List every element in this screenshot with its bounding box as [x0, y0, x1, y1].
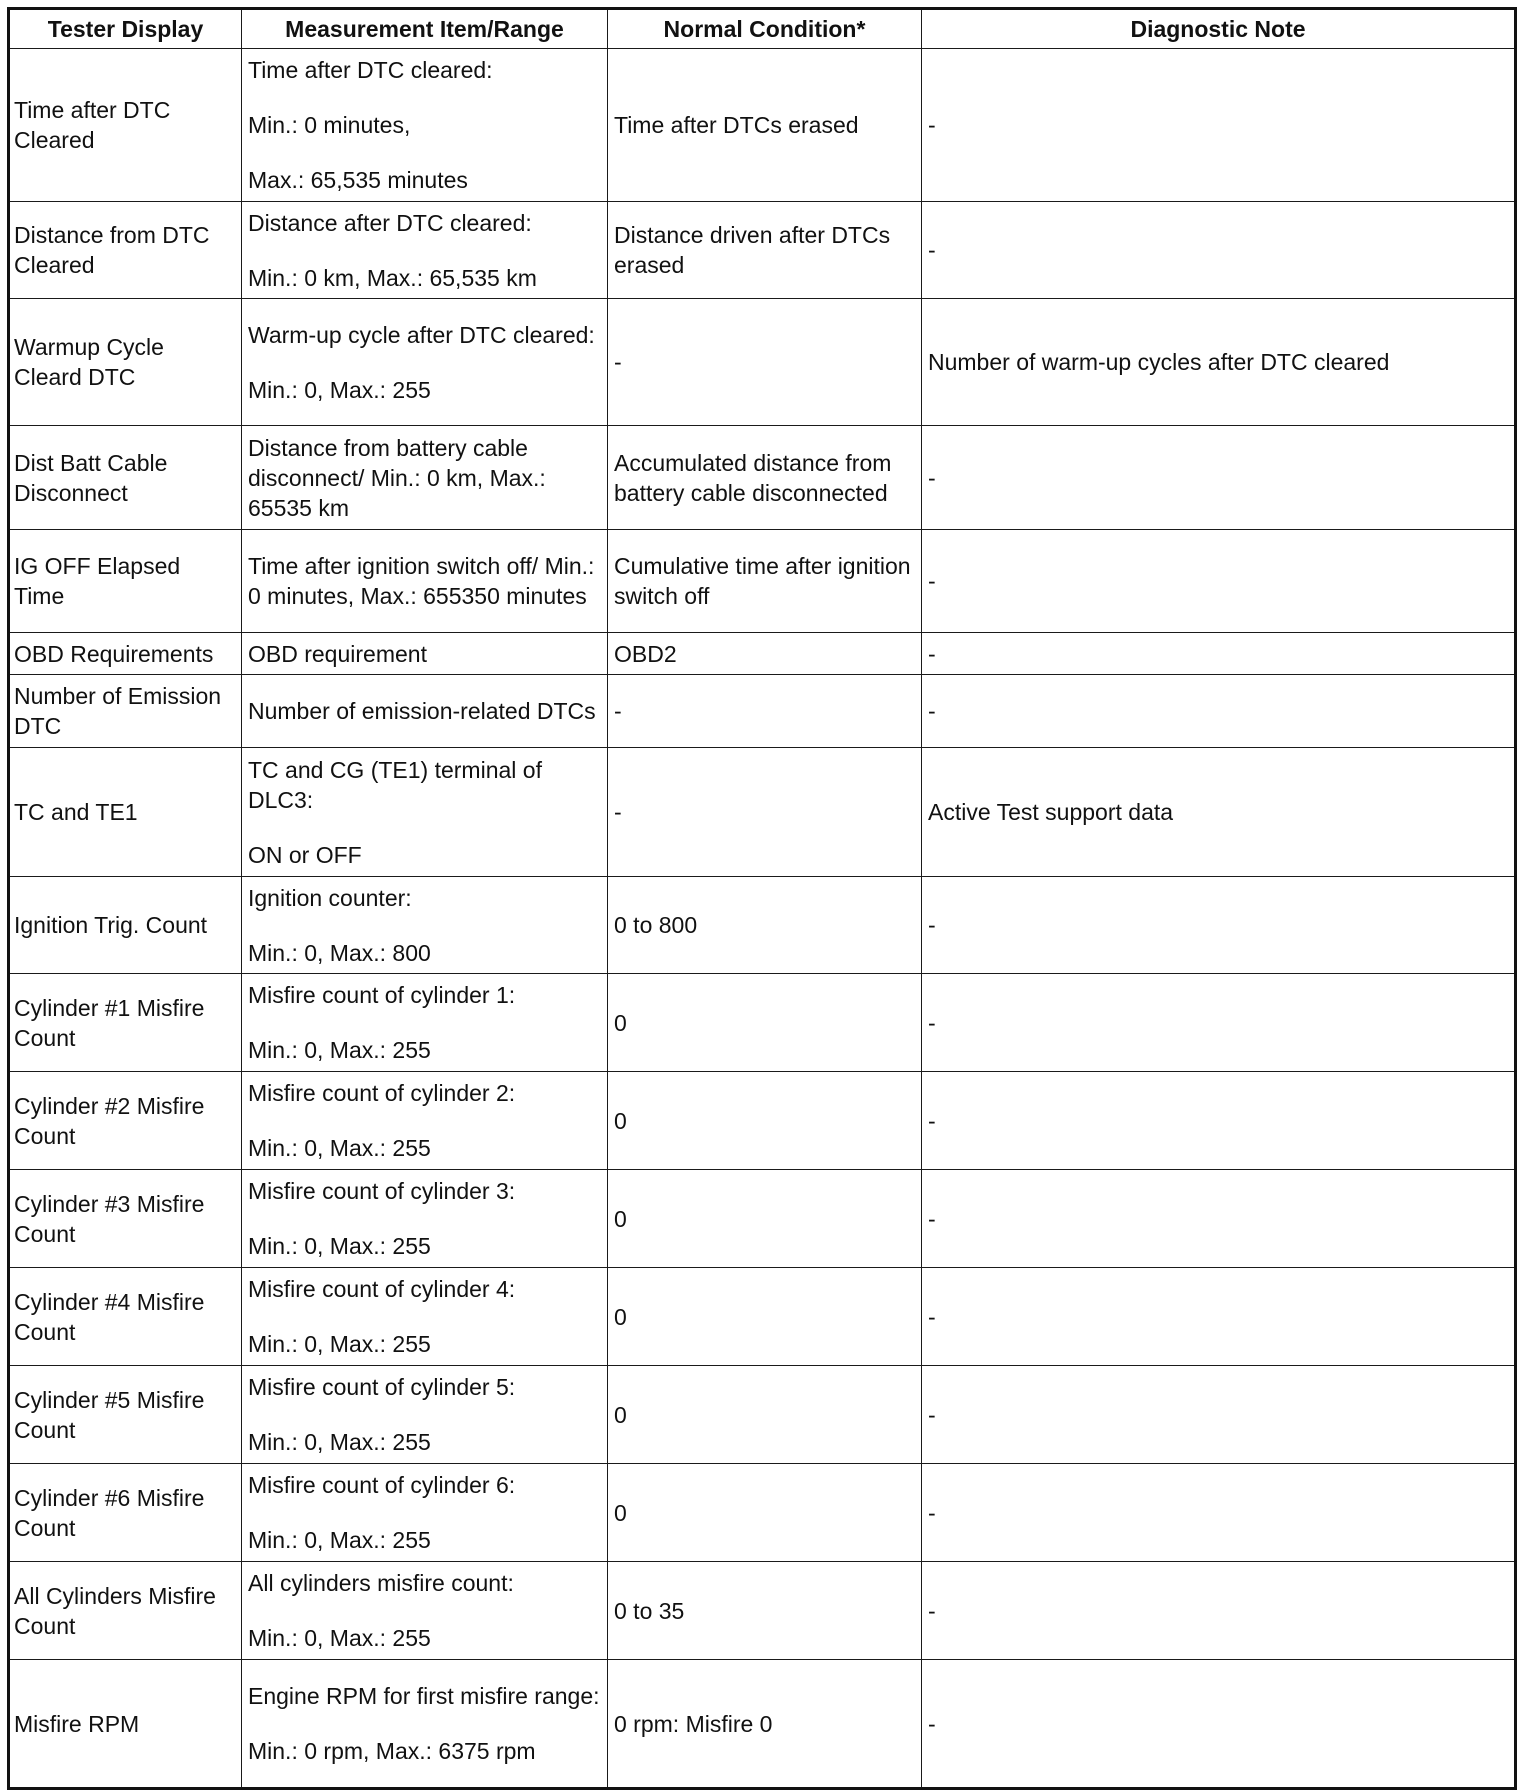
- cell-normal-condition: 0: [608, 1072, 922, 1170]
- line-gap: [248, 1500, 601, 1525]
- cell-measurement-item: [242, 1464, 608, 1562]
- cell-measurement-item: [242, 974, 608, 1072]
- measurement-line: Warm-up cycle after DTC cleared:: [248, 321, 595, 348]
- cell-measurement-item: [242, 1660, 608, 1789]
- cell-diagnostic-note: -: [922, 1268, 1516, 1366]
- cell-measurement-item: [242, 426, 608, 530]
- table-row: [9, 1562, 1516, 1660]
- measurement-line: Min.: 0, Max.: 255: [248, 1135, 431, 1161]
- cell-normal-condition: Cumulative time after ignition switch off: [608, 530, 922, 633]
- cell-normal-condition: 0: [608, 1464, 922, 1562]
- cell-measurement-item: [242, 530, 608, 633]
- measurement-line: Min.: 0, Max.: 800: [248, 939, 431, 966]
- cell-normal-condition: Distance driven after DTCs erased: [608, 202, 922, 299]
- diagnostic-data-table-wrapper: [7, 7, 1514, 1790]
- table-row: [9, 426, 1516, 530]
- measurement-line: Ignition counter:: [248, 884, 412, 911]
- measurement-line: Time after DTC cleared:: [248, 57, 493, 83]
- cell-tester-display: Ignition Trig. Count: [9, 877, 242, 974]
- measurement-line: Min.: 0, Max.: 255: [248, 1037, 431, 1063]
- measurement-line: Min.: 0 rpm, Max.: 6375 rpm: [248, 1738, 536, 1764]
- cell-measurement-item: [242, 202, 608, 299]
- line-gap: [248, 1108, 601, 1133]
- table-row: [9, 1072, 1516, 1170]
- cell-tester-display: Time after DTC Cleared: [9, 49, 242, 202]
- cell-diagnostic-note: -: [922, 1366, 1516, 1464]
- line-gap: [248, 1206, 601, 1231]
- cell-normal-condition: 0: [608, 1268, 922, 1366]
- table-row: [9, 974, 1516, 1072]
- cell-normal-condition: -: [608, 748, 922, 877]
- cell-tester-display: Number of Emission DTC: [9, 675, 242, 748]
- cell-diagnostic-note: -: [922, 1464, 1516, 1562]
- cell-tester-display: Dist Batt Cable Disconnect: [9, 426, 242, 530]
- measurement-line: Engine RPM for first misfire range:: [248, 1683, 600, 1709]
- measurement-line: Min.: 0, Max.: 255: [248, 1429, 431, 1455]
- table-row: [9, 1268, 1516, 1366]
- cell-normal-condition: 0 to 35: [608, 1562, 922, 1660]
- cell-tester-display: All Cylinders Misfire Count: [9, 1562, 242, 1660]
- table-row: [9, 1464, 1516, 1562]
- cell-diagnostic-note: -: [922, 974, 1516, 1072]
- measurement-line: Misfire count of cylinder 6:: [248, 1472, 516, 1498]
- diagnostic-data-table: [7, 7, 1517, 1790]
- table-row: [9, 1170, 1516, 1268]
- cell-measurement-item: [242, 877, 608, 974]
- cell-tester-display: Cylinder #6 Misfire Count: [9, 1464, 242, 1562]
- cell-diagnostic-note: -: [922, 675, 1516, 748]
- cell-measurement-item: [242, 1072, 608, 1170]
- cell-diagnostic-note: -: [922, 530, 1516, 633]
- line-gap: [248, 85, 601, 110]
- cell-tester-display: Cylinder #3 Misfire Count: [9, 1170, 242, 1268]
- measurement-line: TC and CG (TE1) terminal of DLC3:: [248, 756, 542, 813]
- table-body: [9, 49, 1516, 1789]
- measurement-line: Number of emission-related DTCs: [248, 698, 596, 724]
- cell-tester-display: Cylinder #2 Misfire Count: [9, 1072, 242, 1170]
- measurement-line: Min.: 0, Max.: 255: [248, 376, 431, 403]
- cell-normal-condition: 0: [608, 1366, 922, 1464]
- measurement-line: Min.: 0, Max.: 255: [248, 1331, 431, 1357]
- cell-normal-condition: Time after DTCs erased: [608, 49, 922, 202]
- measurement-line: Distance from battery cable disconnect/ Min.: 0 km, Max.: 65535 km: [248, 434, 546, 521]
- table-row: [9, 877, 1516, 974]
- table-header-row: [9, 9, 1516, 49]
- cell-tester-display: TC and TE1: [9, 748, 242, 877]
- measurement-line: Misfire count of cylinder 5:: [248, 1374, 516, 1400]
- cell-tester-display: Warmup Cycle Cleard DTC: [9, 299, 242, 426]
- header-diagnostic-note: Diagnostic Note: [922, 9, 1516, 49]
- table-row: [9, 675, 1516, 748]
- cell-tester-display: OBD Requirements: [9, 633, 242, 675]
- line-gap: [248, 1402, 601, 1427]
- header-normal-condition: Normal Condition*: [608, 9, 922, 49]
- line-gap: [248, 913, 601, 938]
- cell-diagnostic-note: -: [922, 1660, 1516, 1789]
- cell-tester-display: IG OFF Elapsed Time: [9, 530, 242, 633]
- cell-diagnostic-note: -: [922, 877, 1516, 974]
- line-gap: [248, 1304, 601, 1329]
- cell-diagnostic-note: -: [922, 633, 1516, 675]
- measurement-line: Min.: 0 km, Max.: 65,535 km: [248, 264, 537, 291]
- measurement-line: Distance after DTC cleared:: [248, 209, 532, 236]
- cell-tester-display: Distance from DTC Cleared: [9, 202, 242, 299]
- cell-measurement-item: [242, 633, 608, 675]
- cell-normal-condition: -: [608, 299, 922, 426]
- cell-normal-condition: 0 to 800: [608, 877, 922, 974]
- cell-diagnostic-note: -: [922, 1170, 1516, 1268]
- cell-diagnostic-note: Active Test support data: [922, 748, 1516, 877]
- cell-diagnostic-note: -: [922, 1562, 1516, 1660]
- line-gap: [248, 815, 601, 840]
- cell-diagnostic-note: -: [922, 49, 1516, 202]
- header-tester-display: Tester Display: [9, 9, 242, 49]
- cell-measurement-item: [242, 1366, 608, 1464]
- measurement-line: Min.: 0, Max.: 255: [248, 1625, 431, 1651]
- measurement-line: Misfire count of cylinder 3:: [248, 1178, 516, 1204]
- table-row: [9, 299, 1516, 426]
- cell-measurement-item: [242, 49, 608, 202]
- cell-tester-display: Cylinder #4 Misfire Count: [9, 1268, 242, 1366]
- cell-normal-condition: OBD2: [608, 633, 922, 675]
- line-gap: [248, 238, 601, 263]
- cell-normal-condition: 0: [608, 974, 922, 1072]
- measurement-line: OBD requirement: [248, 640, 427, 667]
- header-measurement-item: Measurement Item/Range: [242, 9, 608, 49]
- cell-tester-display: Cylinder #5 Misfire Count: [9, 1366, 242, 1464]
- cell-normal-condition: 0: [608, 1170, 922, 1268]
- cell-diagnostic-note: -: [922, 1072, 1516, 1170]
- cell-tester-display: Misfire RPM: [9, 1660, 242, 1789]
- measurement-line: All cylinders misfire count:: [248, 1570, 514, 1596]
- table-row: [9, 530, 1516, 633]
- cell-measurement-item: [242, 1268, 608, 1366]
- line-gap: [248, 350, 601, 375]
- cell-normal-condition: 0 rpm: Misfire 0: [608, 1660, 922, 1789]
- measurement-line: Max.: 65,535 minutes: [248, 167, 468, 193]
- line-gap: [248, 1598, 601, 1623]
- cell-diagnostic-note: Number of warm-up cycles after DTC cleared: [922, 299, 1516, 426]
- table-row: [9, 633, 1516, 675]
- cell-measurement-item: [242, 675, 608, 748]
- line-gap: [248, 1711, 601, 1736]
- measurement-line: Min.: 0 minutes,: [248, 112, 411, 138]
- cell-measurement-item: [242, 1170, 608, 1268]
- measurement-line: Min.: 0, Max.: 255: [248, 1527, 431, 1553]
- cell-diagnostic-note: -: [922, 426, 1516, 530]
- measurement-line: Misfire count of cylinder 1:: [248, 982, 516, 1008]
- table-row: [9, 1366, 1516, 1464]
- measurement-line: Min.: 0, Max.: 255: [248, 1233, 431, 1259]
- table-row: [9, 1660, 1516, 1789]
- line-gap: [248, 1010, 601, 1035]
- cell-diagnostic-note: -: [922, 202, 1516, 299]
- cell-measurement-item: [242, 748, 608, 877]
- table-row: [9, 202, 1516, 299]
- measurement-line: Misfire count of cylinder 2:: [248, 1080, 516, 1106]
- measurement-line: ON or OFF: [248, 841, 362, 868]
- cell-measurement-item: [242, 1562, 608, 1660]
- table-row: [9, 748, 1516, 877]
- measurement-line: Misfire count of cylinder 4:: [248, 1276, 516, 1302]
- line-gap: [248, 140, 601, 165]
- cell-tester-display: Cylinder #1 Misfire Count: [9, 974, 242, 1072]
- table-row: [9, 49, 1516, 202]
- cell-normal-condition: -: [608, 675, 922, 748]
- cell-normal-condition: Accumulated distance from battery cable disconnected: [608, 426, 922, 530]
- cell-measurement-item: [242, 299, 608, 426]
- measurement-line: Time after ignition switch off/ Min.: 0 minutes, Max.: 655350 minutes: [248, 553, 595, 609]
